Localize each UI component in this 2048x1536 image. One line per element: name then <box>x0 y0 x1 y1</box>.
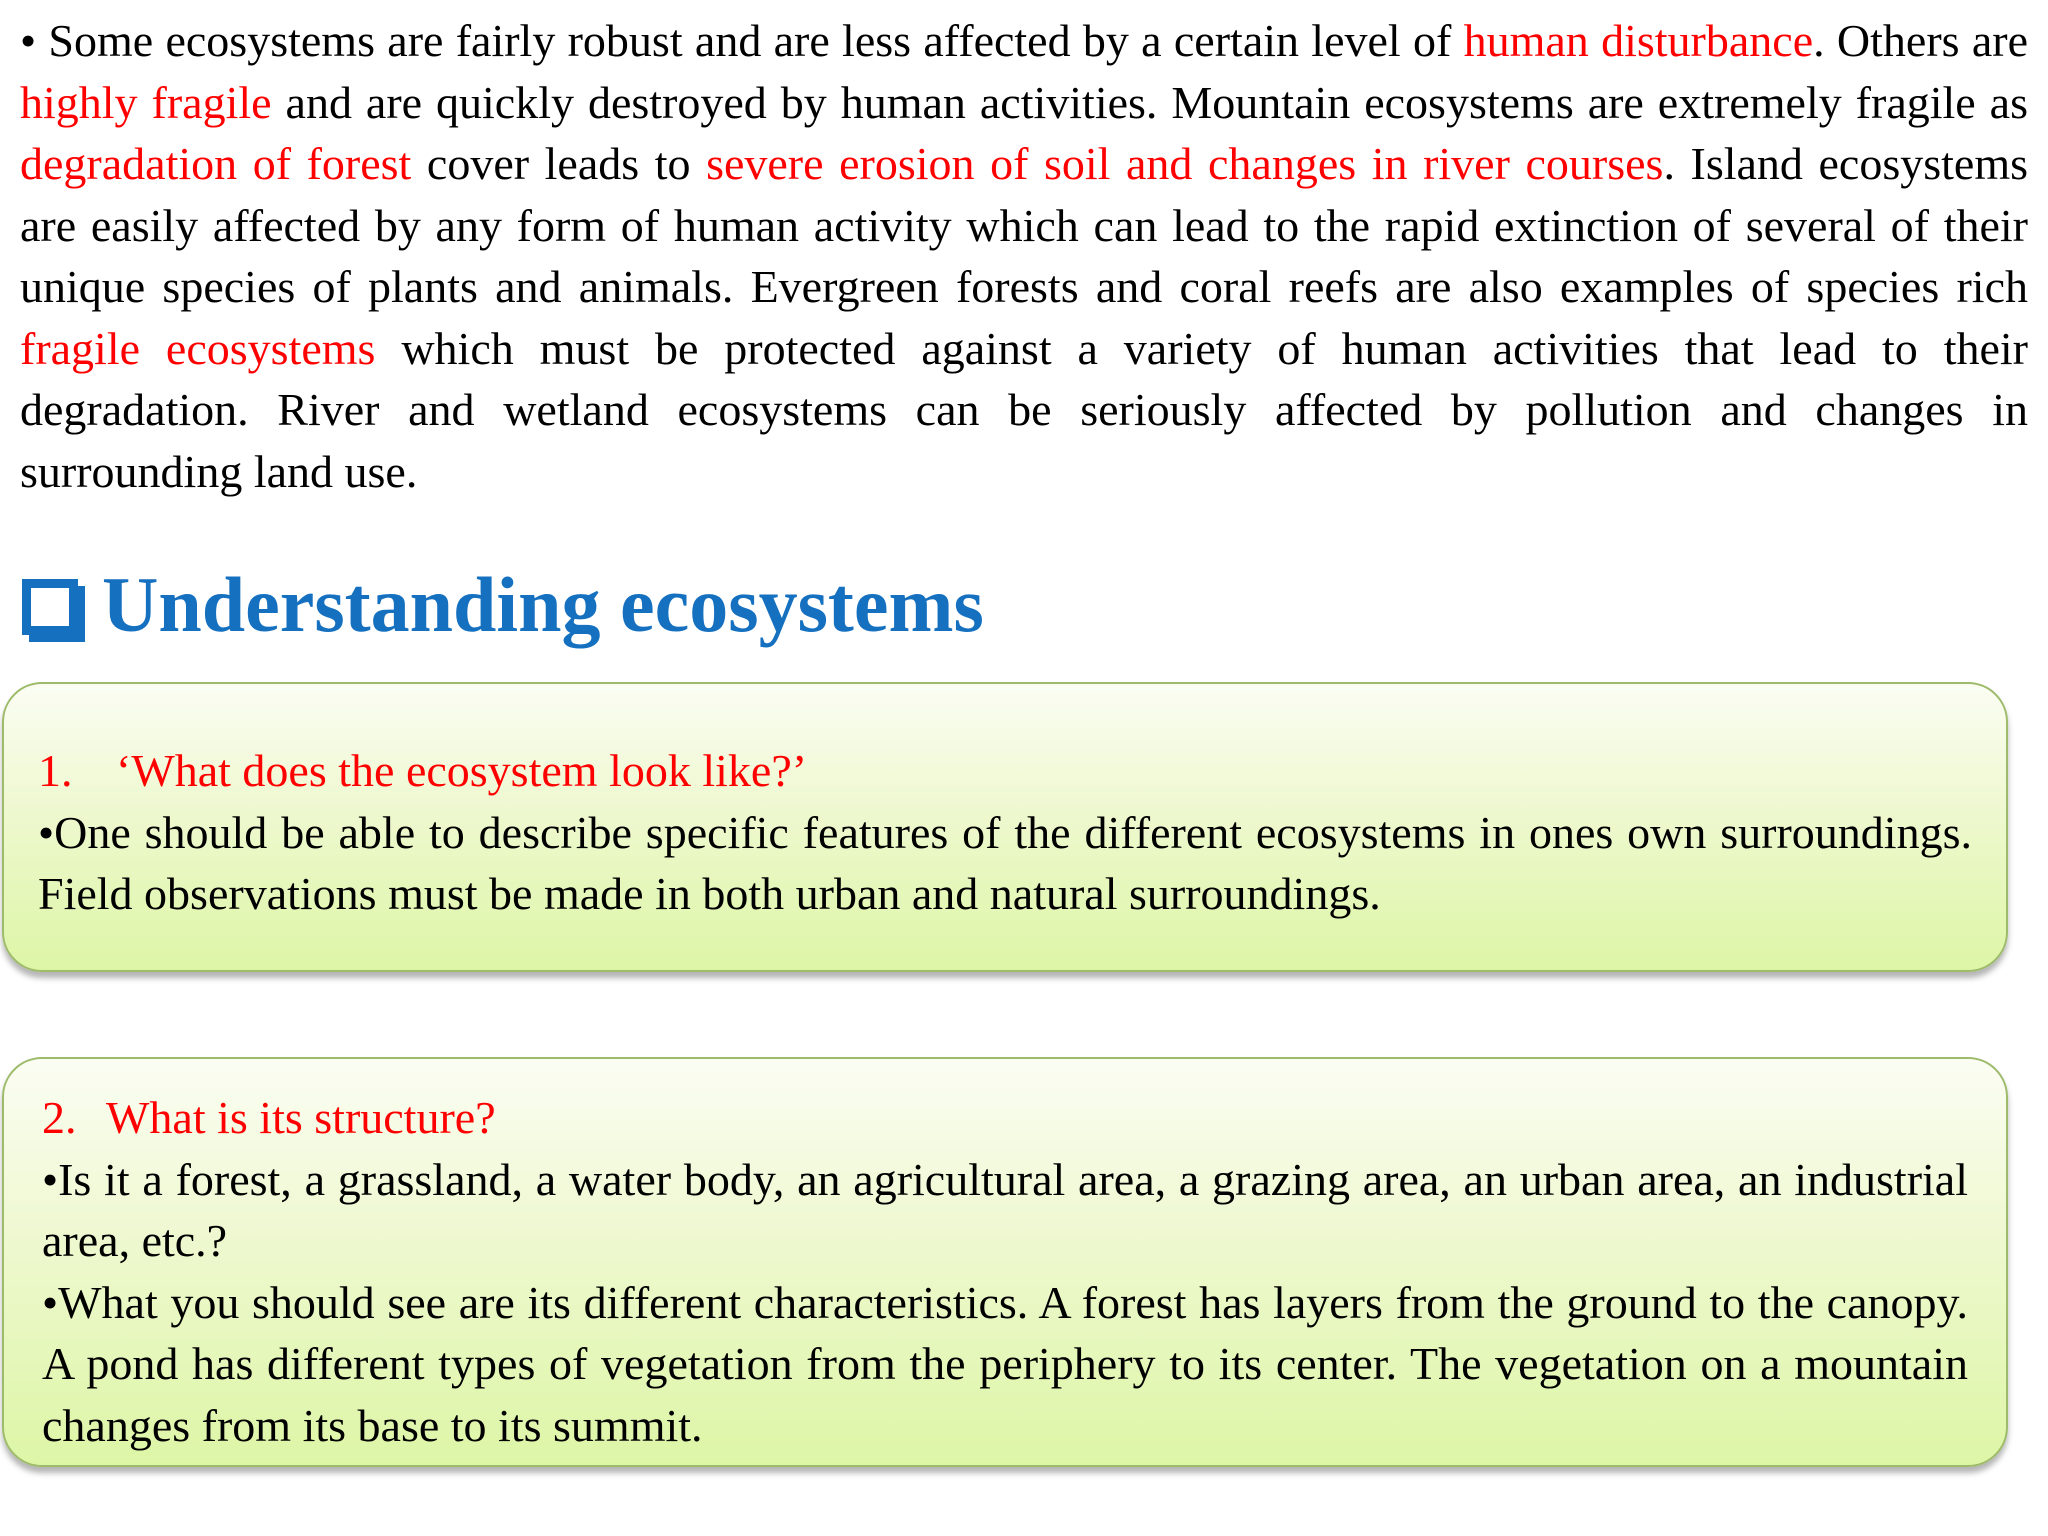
intro-paragraph <box>20 10 2028 502</box>
bullet-point: •One should be able to describe specific features of the different ecosystems in ones own surroundings. Field observations must be made in both urban and natural surroundings. <box>38 806 1972 919</box>
checkbox-icon <box>22 579 78 635</box>
question-title <box>42 1087 1968 1149</box>
section-title: Understanding ecosystems <box>102 561 984 648</box>
intro-text-segment: . Island ecosystems are easily affected by any form of human activity which can lead to the rapid extinction of several of their unique species of plants and animals. Evergreen forests and coral reefs are also examples of species rich <box>20 138 2029 312</box>
question-box-content <box>38 740 1972 925</box>
question-number: 2. <box>42 1092 77 1143</box>
intro-text-segment: which must be protected against a variety of human activities that lead to their degradation. River and wetland ecosystems can be seriously affected by pollution and changes in surrounding land use. <box>20 322 2028 497</box>
bullet-point: •Is it a forest, a grassland, a water body, an agricultural area, a grazing area, an urban area, an industrial area, etc.? <box>42 1153 1968 1266</box>
bullet-glyph: • <box>20 15 37 66</box>
bullet-point: •What you should see are its different characteristics. A forest has layers from the ground to the canopy. A pond has different types of vegetation from the periphery to its center. The vegetation on a mountain changes from its base to its summit. <box>42 1276 1968 1451</box>
intro-highlight-segment: human disturbance <box>1463 15 1814 66</box>
intro-highlight-segment: degradation of forest <box>20 138 412 189</box>
intro-highlight-segment: highly fragile <box>20 76 272 128</box>
section-heading <box>22 560 984 650</box>
intro-highlight-segment: fragile ecosystems <box>20 322 376 374</box>
question-box-content <box>42 1087 1968 1456</box>
question-title <box>38 740 1972 802</box>
intro-text-segment: and are quickly destroyed by human activities. Mountain ecosystems are extremely fragile as <box>271 76 2028 128</box>
intro-text-segment: cover leads to <box>411 138 707 189</box>
intro-text-segment: Some ecosystems are fairly robust and are less affected by a certain level of <box>36 15 1464 66</box>
question-text: ‘What does the ecosystem look like?’ <box>116 745 808 796</box>
intro-highlight-segment: severe erosion of soil and changes in river courses <box>706 138 1664 189</box>
intro-text-segment: . Others are <box>1813 15 2028 66</box>
question-box-2 <box>2 1057 2008 1467</box>
question-text: What is its structure? <box>106 1092 496 1143</box>
question-number: 1. <box>38 745 73 796</box>
question-box-1 <box>2 682 2008 972</box>
